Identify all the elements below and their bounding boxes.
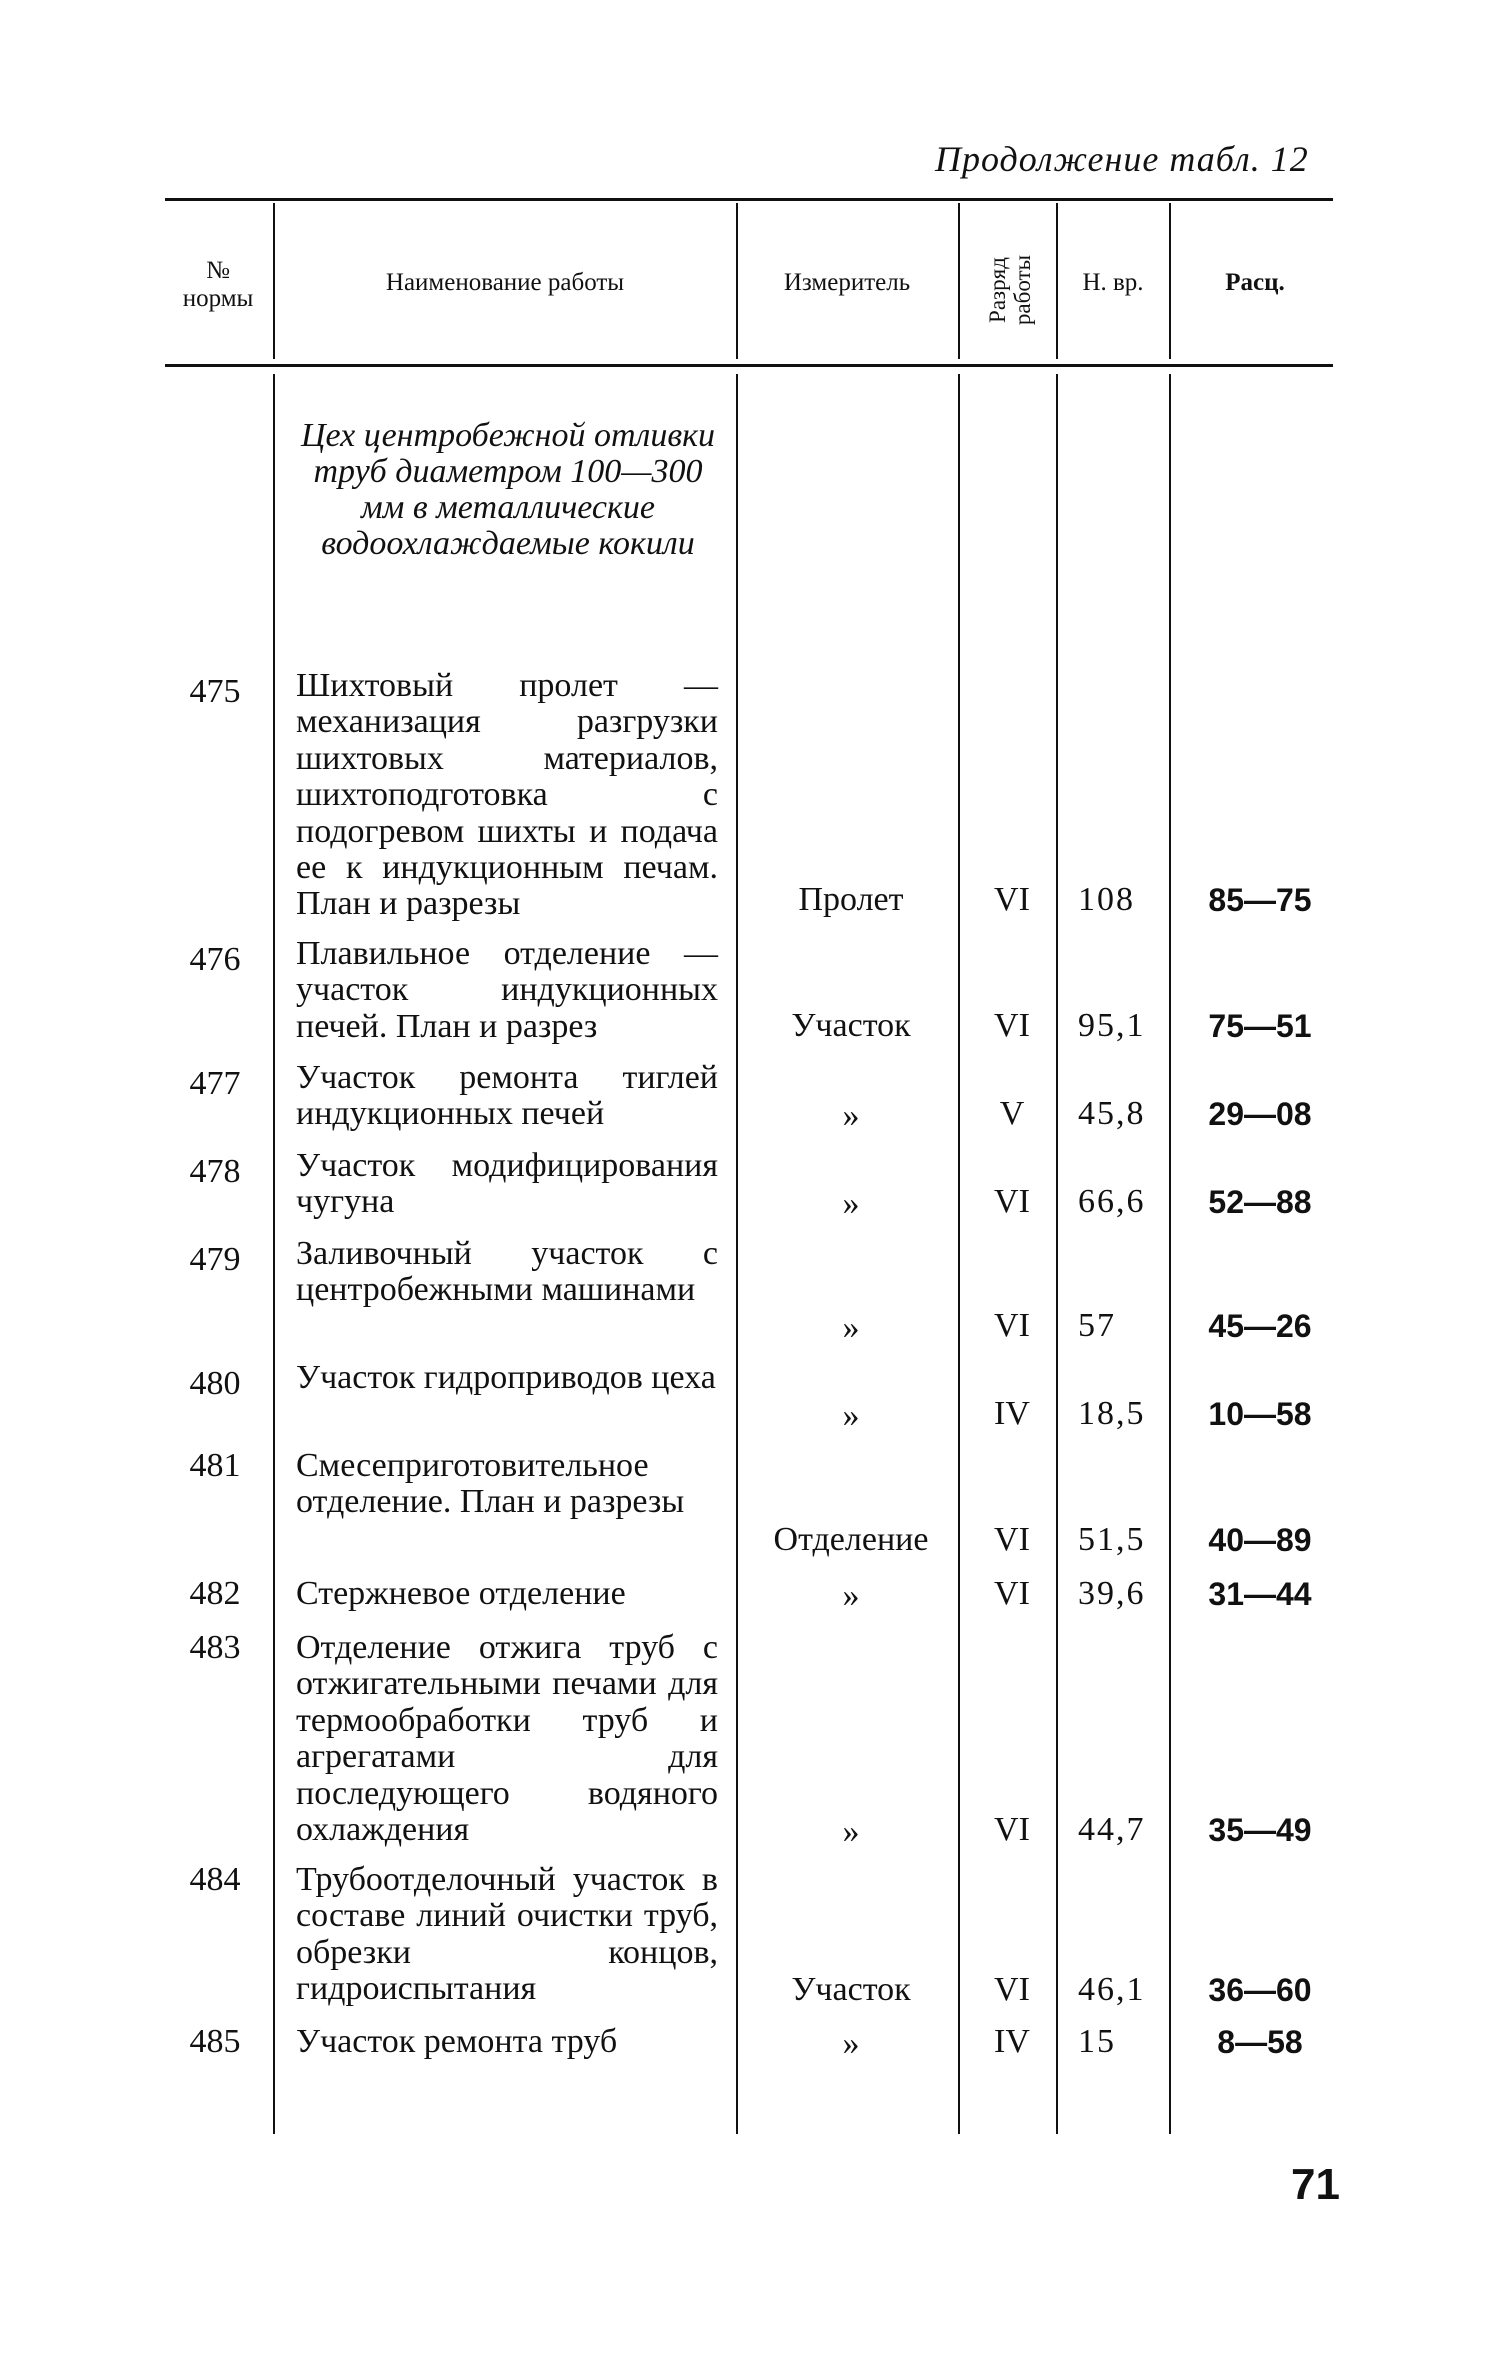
table-top-rule (165, 198, 1333, 201)
header-divider (1056, 203, 1058, 359)
unit-cell: » (842, 1397, 860, 1434)
header-divider (273, 203, 275, 359)
unit-cell: » (842, 1097, 860, 1134)
time-norm-cell: 51,5 (1078, 1521, 1146, 1558)
body-divider (1056, 374, 1058, 2134)
work-name: Участок модифицирования чугуна (296, 1147, 718, 1221)
rate-cell: 36—60 (1208, 1972, 1312, 2008)
time-norm-cell: 57 (1078, 1307, 1116, 1344)
norm-number: 485 (189, 2023, 241, 2060)
header-unit: Измеритель (783, 269, 911, 296)
grade-cell: VI (994, 1183, 1030, 1220)
unit-cell: Отделение (773, 1521, 929, 1558)
grade-cell: VI (994, 1971, 1030, 2008)
rate-cell: 29—08 (1208, 1096, 1312, 1132)
work-name: Отделение отжига труб с отжигательными печами для термообработки труб и агрегатами для последующего водяного охлаждения (296, 1629, 718, 1849)
time-norm-cell: 39,6 (1078, 1575, 1146, 1612)
work-name: Смесеприготовительное отделение. План и разрезы (296, 1447, 685, 1521)
unit-cell: Участок (791, 1007, 911, 1044)
unit-cell: » (842, 1813, 860, 1850)
work-name: Участок ремонта тиглей индукционных печей (296, 1059, 718, 1133)
time-norm-cell: 45,8 (1078, 1095, 1146, 1132)
unit-cell: » (842, 1577, 860, 1614)
grade-cell: VI (994, 1521, 1030, 1558)
header-rate: Расц. (1225, 269, 1285, 296)
norm-number: 483 (189, 1629, 241, 1666)
grade-cell: VI (994, 1575, 1030, 1612)
grade-cell: VI (994, 1307, 1030, 1344)
work-name: Участок ремонта труб (296, 2023, 618, 2060)
body-divider (958, 374, 960, 2134)
grade-cell: VI (994, 1811, 1030, 1848)
norm-number: 481 (189, 1447, 241, 1484)
rate-cell: 35—49 (1208, 1812, 1312, 1848)
norm-number: 482 (189, 1575, 241, 1612)
rate-cell: 10—58 (1208, 1396, 1312, 1432)
header-time-norm: Н. вр. (1082, 269, 1144, 296)
section-title: Цех центробежной отливки труб диаметром 100—300 мм в металлические водоохлаждаемые кокили (300, 417, 716, 562)
body-divider (273, 374, 275, 2134)
header-divider (1169, 203, 1171, 359)
grade-cell: IV (994, 1395, 1030, 1432)
rate-cell: 75—51 (1208, 1008, 1312, 1044)
page-number: 71 (1291, 2160, 1340, 2209)
body-divider (736, 374, 738, 2134)
header-divider (736, 203, 738, 359)
grade-cell: V (999, 1095, 1025, 1132)
grade-cell: VI (994, 1007, 1030, 1044)
norm-number: 475 (189, 673, 241, 710)
time-norm-cell: 66,6 (1078, 1183, 1146, 1220)
work-name: Стержневое отделение (296, 1575, 626, 1612)
grade-cell: IV (994, 2023, 1030, 2060)
norm-number: 476 (189, 941, 241, 978)
rate-cell: 31—44 (1208, 1576, 1312, 1612)
time-norm-cell: 95,1 (1078, 1007, 1146, 1044)
work-name: Трубоотделочный участок в составе линий очистки труб, обрезки концов, гидроиспытания (296, 1861, 718, 2008)
rate-cell: 45—26 (1208, 1308, 1312, 1344)
unit-cell: Пролет (798, 881, 904, 918)
rate-cell: 85—75 (1208, 882, 1312, 918)
time-norm-cell: 15 (1078, 2023, 1116, 2060)
body-divider (1169, 374, 1171, 2134)
rate-cell: 52—88 (1208, 1184, 1312, 1220)
time-norm-cell: 108 (1078, 881, 1135, 918)
header-norm-no: № нормы (182, 257, 254, 312)
header-grade: Разряд работы (985, 254, 1035, 326)
norm-number: 477 (189, 1065, 241, 1102)
unit-cell: » (842, 2025, 860, 2062)
unit-cell: Участок (791, 1971, 911, 2008)
work-name: Участок гидроприводов цеха (296, 1359, 716, 1396)
header-bottom-rule (165, 364, 1333, 367)
time-norm-cell: 18,5 (1078, 1395, 1146, 1432)
norm-number: 480 (189, 1365, 241, 1402)
header-divider (958, 203, 960, 359)
table-caption: Продолжение табл. 12 (935, 139, 1309, 179)
unit-cell: » (842, 1309, 860, 1346)
work-name: Заливочный участок с центробежными машинами (296, 1235, 718, 1309)
rate-cell: 8—58 (1217, 2024, 1303, 2060)
work-name: Шихтовый пролет — механизация разгрузки шихтовых материалов, шихтоподготовка с подогревом шихты и подача ее к индукционным печам. План и разрезы (296, 667, 718, 923)
time-norm-cell: 46,1 (1078, 1971, 1146, 2008)
norm-number: 479 (189, 1241, 241, 1278)
unit-cell: » (842, 1185, 860, 1222)
norm-number: 478 (189, 1153, 241, 1190)
time-norm-cell: 44,7 (1078, 1811, 1146, 1848)
header-work-name: Наименование работы (385, 269, 625, 296)
rate-cell: 40—89 (1208, 1522, 1312, 1558)
norm-number: 484 (189, 1861, 241, 1898)
work-name: Плавильное отделение — участок индукционных печей. План и разрез (296, 935, 718, 1045)
grade-cell: VI (994, 881, 1030, 918)
